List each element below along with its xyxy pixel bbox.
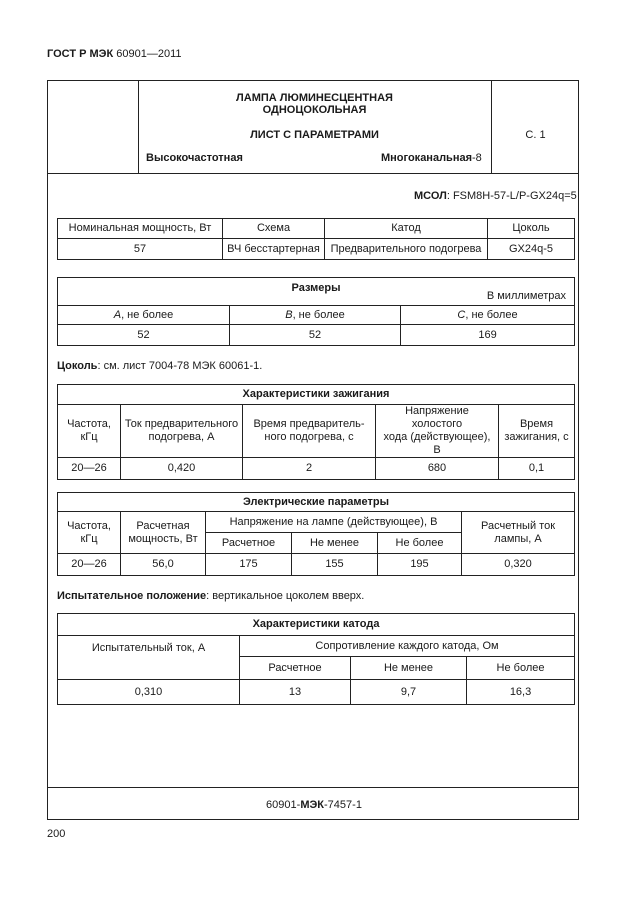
title-line-1: ЛАМПА ЛЮМИНЕСЦЕНТНАЯ — [236, 92, 393, 104]
cell-ign-preheat-current: 0,420 — [121, 458, 243, 480]
cell-cathode-max: 16,3 — [467, 680, 575, 705]
standard-number: 60901—2011 — [113, 48, 182, 60]
footer-top-line — [48, 787, 578, 788]
header-el-voltage-max: Не более — [378, 533, 462, 554]
cell-ign-preheat-time: 2 — [243, 458, 376, 480]
cell-el-frequency: 20—26 — [58, 554, 121, 576]
h-ign-time-2: ного подогрева, с — [264, 431, 354, 443]
cell-cathode: Предварительного подогрева — [325, 239, 488, 260]
lamp-channel-text: Многоканальная — [381, 152, 472, 164]
header-nominal-power: Номинальная мощность, Вт — [58, 219, 223, 239]
header-dim-a — [58, 306, 230, 325]
cap-note-label: Цоколь — [57, 360, 98, 372]
header-el-voltage-min: Не менее — [292, 533, 378, 554]
h-ign-ign-2: зажигания, с — [504, 431, 569, 443]
cell-ign-time: 0,1 — [499, 458, 575, 480]
cell-el-power: 56,0 — [121, 554, 206, 576]
cell-cathode-current: 0,310 — [58, 680, 240, 705]
lamp-channel-label — [381, 152, 482, 164]
title-line-2: ОДНОЦОКОЛЬНАЯ — [262, 104, 367, 116]
sheet-subtitle: ЛИСТ С ПАРАМЕТРАМИ — [250, 129, 379, 141]
h-ign-time-1: Время предваритель- — [253, 418, 365, 430]
electrical-parameters-table — [57, 492, 575, 576]
lamp-channel-suffix: -8 — [472, 152, 482, 164]
footer-code-suffix: -7457-1 — [324, 799, 362, 811]
h-ign-cur-1: Ток предварительного — [124, 418, 239, 430]
h-el-power-2: мощность, Вт — [128, 532, 198, 545]
h-el-power-1: Расчетная — [136, 519, 190, 532]
document-header — [47, 48, 182, 60]
h-el-freq-2: кГц — [80, 532, 98, 545]
cell-dim-a: 52 — [58, 325, 230, 346]
footer-sheet-code — [48, 799, 580, 811]
dimensions-table — [57, 277, 575, 346]
header-el-frequency — [58, 512, 121, 554]
test-position-label: Испытательное положение — [57, 590, 207, 602]
header-dim-b — [230, 306, 401, 325]
lamp-type-label: Высокочастотная — [146, 152, 243, 164]
cell-el-current: 0,320 — [462, 554, 575, 576]
dim-c-letter: C — [457, 308, 466, 321]
test-position-text: : вертикальное цоколем вверх. — [206, 590, 365, 602]
test-position-note — [57, 590, 364, 602]
cell-dim-c: 169 — [401, 325, 575, 346]
cell-ign-open-voltage: 680 — [376, 458, 499, 480]
cell-cathode-rated: 13 — [240, 680, 351, 705]
dim-b-letter: B — [285, 308, 293, 321]
ignition-title: Характеристики зажигания — [58, 385, 575, 405]
cell-nominal-power: 57 — [58, 239, 223, 260]
h-el-cur-2: лампы, А — [494, 532, 542, 545]
header-cathode: Катод — [325, 219, 488, 239]
cell-el-voltage-rated: 175 — [206, 554, 292, 576]
footer-code-bold: МЭК — [300, 799, 325, 811]
title-divider-right — [491, 81, 492, 173]
dim-a-letter: A — [113, 308, 122, 321]
header-ign-time — [499, 405, 575, 458]
h-ign-cur-2: подогрева, А — [148, 431, 215, 443]
mcol-designation — [414, 190, 577, 202]
header-ign-preheat-current — [121, 405, 243, 458]
header-el-current — [462, 512, 575, 554]
header-cathode-max: Не более — [467, 657, 575, 680]
title-block-bottom-line — [48, 173, 578, 174]
cell-cathode-min: 9,7 — [351, 680, 467, 705]
h-ign-ign-1: Время — [519, 418, 554, 430]
header-cathode-resistance: Сопротивление каждого катода, Ом — [240, 636, 575, 657]
sheet-number: С. 1 — [525, 129, 546, 141]
cap-note — [57, 360, 262, 372]
h-el-cur-1: Расчетный ток — [481, 519, 556, 532]
dim-c-rest: , не более — [465, 308, 518, 321]
dimensions-title-cell — [58, 278, 575, 306]
h-el-freq-1: Частота, — [67, 519, 111, 532]
header-cathode-min: Не менее — [351, 657, 467, 680]
header-ign-preheat-time — [243, 405, 376, 458]
dim-a-rest: , не более — [121, 308, 174, 321]
h-ign-volt-3: В — [433, 444, 441, 456]
header-cap: Цоколь — [488, 219, 575, 239]
standard-designation: ГОСТ Р МЭК — [47, 48, 114, 60]
h-ign-freq-1: Частота, — [67, 418, 111, 430]
header-el-power — [121, 512, 206, 554]
cell-el-voltage-min: 155 — [292, 554, 378, 576]
header-cathode-current: Испытательный ток, А — [58, 636, 240, 680]
cell-ign-frequency: 20—26 — [58, 458, 121, 480]
ignition-table — [57, 384, 575, 480]
h-ign-volt-2: хода (действующее), — [383, 431, 491, 443]
general-parameters-table — [57, 218, 575, 260]
header-ign-frequency — [58, 405, 121, 458]
header-circuit: Схема — [223, 219, 325, 239]
header-el-voltage: Напряжение на лампе (действующее), В — [206, 512, 462, 533]
mcol-label: МСОЛ — [414, 190, 447, 202]
header-ign-open-voltage — [376, 405, 499, 458]
header-cathode-rated: Расчетное — [240, 657, 351, 680]
dimensions-unit: В миллиметрах — [486, 290, 567, 302]
cell-circuit: ВЧ бесстартерная — [223, 239, 325, 260]
dimensions-title: Размеры — [291, 282, 341, 294]
page-number: 200 — [47, 828, 66, 840]
h-ign-volt-1: Напряжение холостого — [405, 405, 469, 430]
cell-cap: GX24q-5 — [488, 239, 575, 260]
cap-note-text: : см. лист 7004-78 МЭК 60061-1. — [97, 360, 263, 372]
header-el-voltage-rated: Расчетное — [206, 533, 292, 554]
cathode-table — [57, 613, 575, 705]
electrical-title: Электрические параметры — [58, 493, 575, 512]
h-ign-freq-2: кГц — [80, 431, 98, 443]
cell-dim-b: 52 — [230, 325, 401, 346]
mcol-value: : FSM8H-57-L/P-GX24q=5 — [446, 190, 577, 202]
header-dim-c — [401, 306, 575, 325]
cell-el-voltage-max: 195 — [378, 554, 462, 576]
cathode-title: Характеристики катода — [58, 614, 575, 636]
footer-code-prefix: 60901- — [266, 799, 301, 811]
dim-b-rest: , не более — [292, 308, 345, 321]
